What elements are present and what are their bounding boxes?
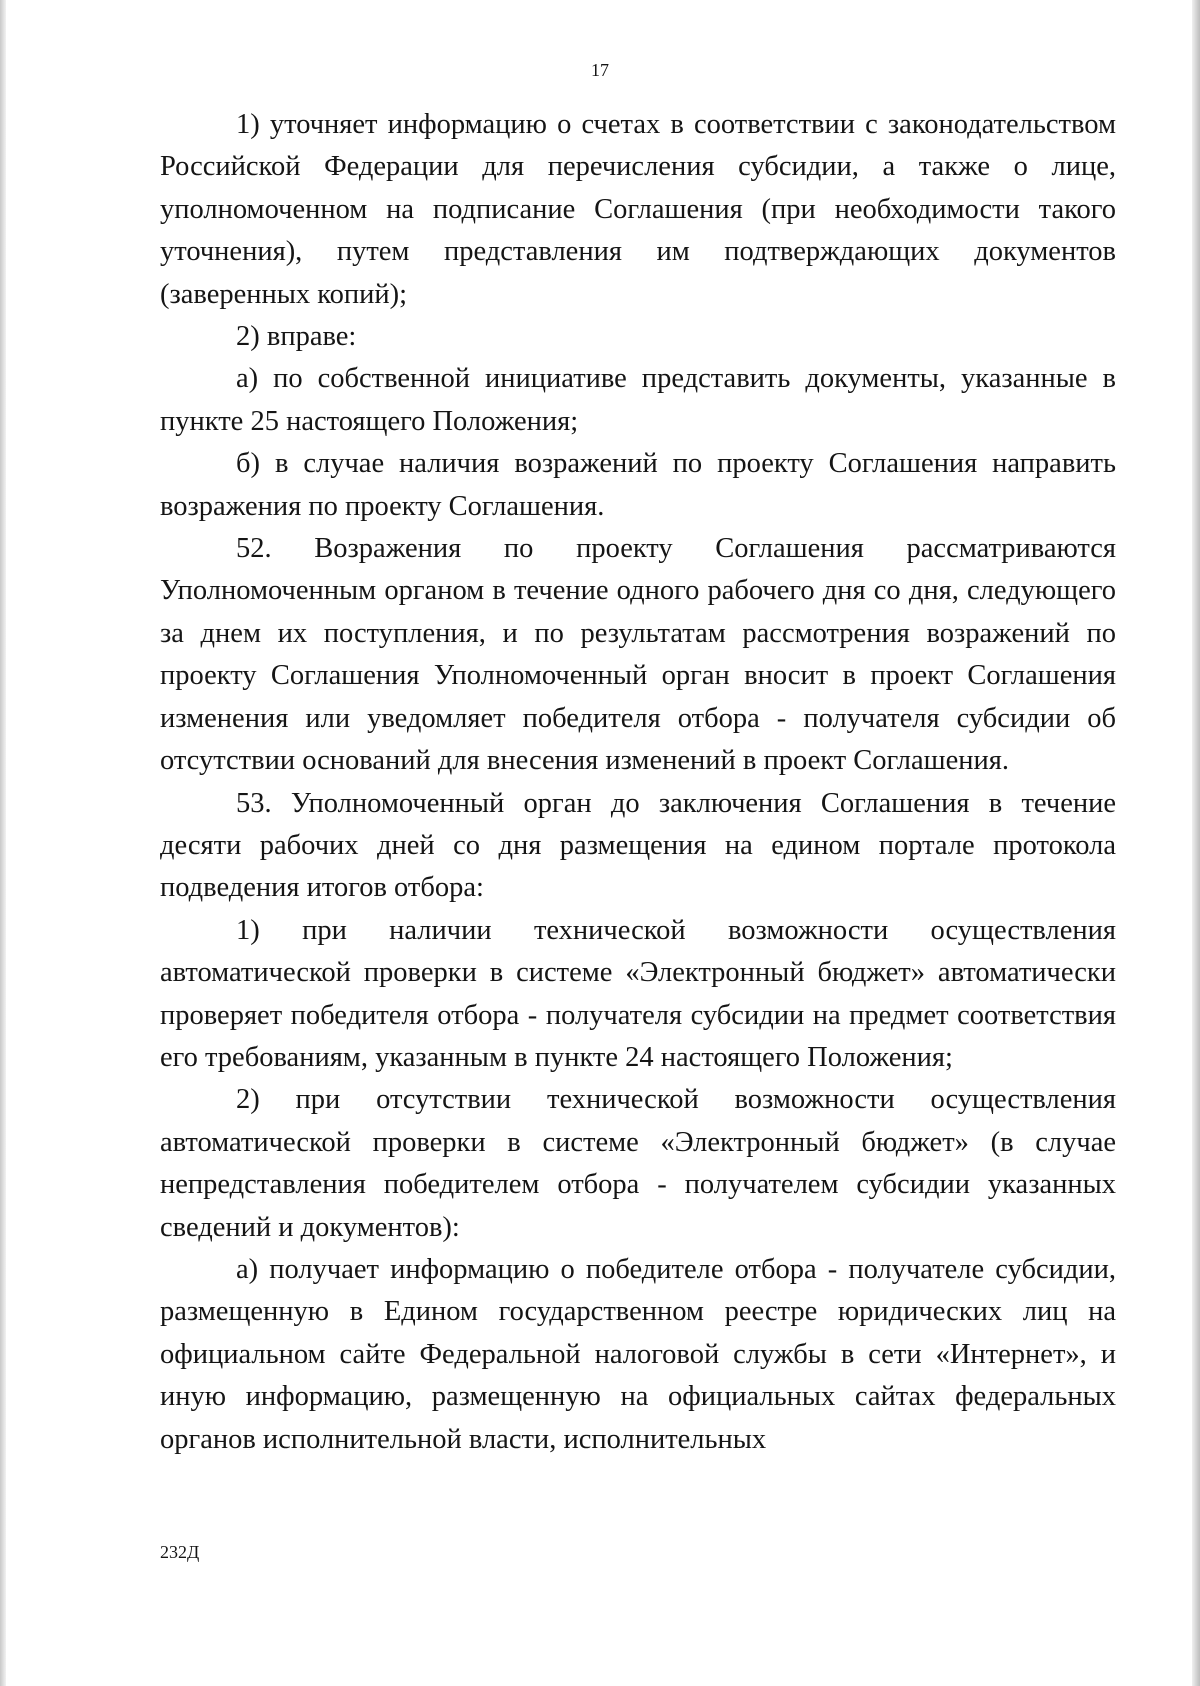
- body-text: [160, 104, 1116, 1461]
- paragraph-subitem-a-documents: а) по собственной инициативе представить документы, указанные в пункте 25 настоящего Положения;: [160, 363, 1116, 437]
- paragraph-item-2-rights: 2) вправе:: [236, 321, 357, 353]
- scan-edge-right: [1192, 0, 1200, 1686]
- paragraph-clause-53-subitem-a: а) получает информацию о победителе отбора - получателе субсидии, размещенную в Едином государственном реестре юридических лиц на официальном сайте Федеральной налоговой службы в сети «Интернет», и иную информацию, размещенную на официальных сайтах федеральных органов исполнительной власти, исполнительных: [160, 1253, 1116, 1455]
- paragraph-clause-53: 53. Уполномоченный орган до заключения Соглашения в течение десяти рабочих дней со дня размещения на едином портале протокола подведения итогов отбора:: [160, 787, 1116, 904]
- paragraph-clause-53-item-2: 2) при отсутствии технической возможности осуществления автоматической проверки в системе «Электронный бюджет» (в случае непредставления победителем отбора - получателем субсидии указанных сведений и документов):: [160, 1084, 1116, 1243]
- scan-edge-left: [0, 0, 6, 1686]
- paragraph-subitem-b-objections: б) в случае наличия возражений по проекту Соглашения направить возражения по проекту Соглашения.: [160, 448, 1116, 522]
- paragraph-clause-53-item-1: 1) при наличии технической возможности осуществления автоматической проверки в системе «Электронный бюджет» автоматически проверяет победителя отбора - получателя субсидии на предмет соответствия его требованиям, указанным в пункте 24 настоящего Положения;: [160, 914, 1116, 1073]
- paragraph-item-1-accounts: 1) уточняет информацию о счетах в соответствии с законодательством Российской Федерации для перечисления субсидии, а также о лице, уполномоченном на подписание Соглашения (при необходимости такого уточнения), путем представления им подтверждающих документов (заверенных копий);: [160, 109, 1116, 310]
- footer-document-code: 232Д: [160, 1542, 200, 1562]
- paragraph-clause-52: 52. Возражения по проекту Соглашения рассматриваются Уполномоченным органом в течение одного рабочего дня со дня, следующего за днем их поступления, и по результатам рассмотрения возражений по проекту Соглашения Уполномоченный орган вносит в проект Соглашения изменения или уведомляет победителя отбора - получателя субсидии об отсутствии оснований для внесения изменений в проект Соглашения.: [160, 533, 1116, 777]
- page-number: 17: [591, 60, 609, 80]
